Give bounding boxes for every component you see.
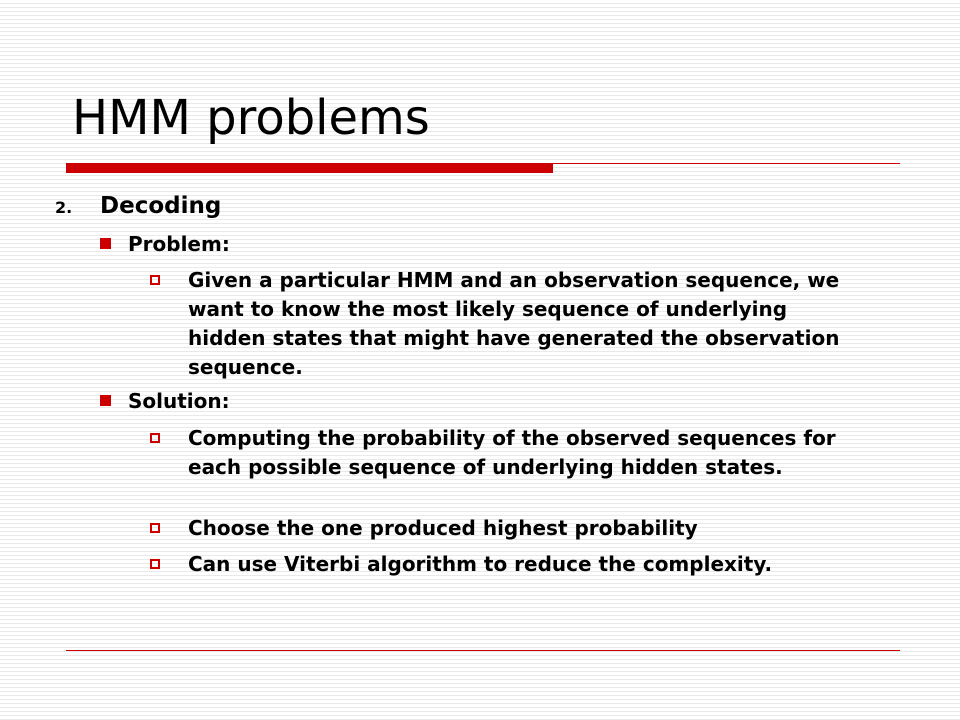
section-number: 2. <box>55 198 73 217</box>
subbullet-text: Choose the one produced highest probability <box>188 516 698 540</box>
section-heading <box>55 193 221 219</box>
footer-rule <box>66 650 900 651</box>
section-heading-text: Decoding <box>100 193 222 219</box>
filled-square-bullet-icon <box>100 395 111 406</box>
title-underline-accent <box>66 164 553 173</box>
hollow-square-bullet-icon <box>150 433 160 443</box>
bullet-problem <box>100 232 230 256</box>
slide-title: HMM problems <box>72 90 430 146</box>
subbullet-text: Can use Viterbi algorithm to reduce the complexity. <box>188 552 773 576</box>
subbullet-problem-description <box>150 266 870 382</box>
filled-square-bullet-icon <box>100 238 111 249</box>
hollow-square-bullet-icon <box>150 275 160 285</box>
hollow-square-bullet-icon <box>150 523 160 533</box>
subbullet-text: Computing the probability of the observed sequences for each possible sequence of underlying hidden states. <box>188 426 836 479</box>
bullet-solution-label: Solution: <box>128 389 230 413</box>
subbullet-solution-viterbi <box>150 550 870 579</box>
bullet-problem-label: Problem: <box>128 232 230 256</box>
subbullet-solution-computing <box>150 424 870 482</box>
bullet-solution <box>100 389 230 413</box>
subbullet-text: Given a particular HMM and an observation sequence, we want to know the most likely sequence of underlying hidden states that might have generated the observation sequence. <box>188 268 840 379</box>
hollow-square-bullet-icon <box>150 559 160 569</box>
subbullet-solution-choose <box>150 514 870 543</box>
